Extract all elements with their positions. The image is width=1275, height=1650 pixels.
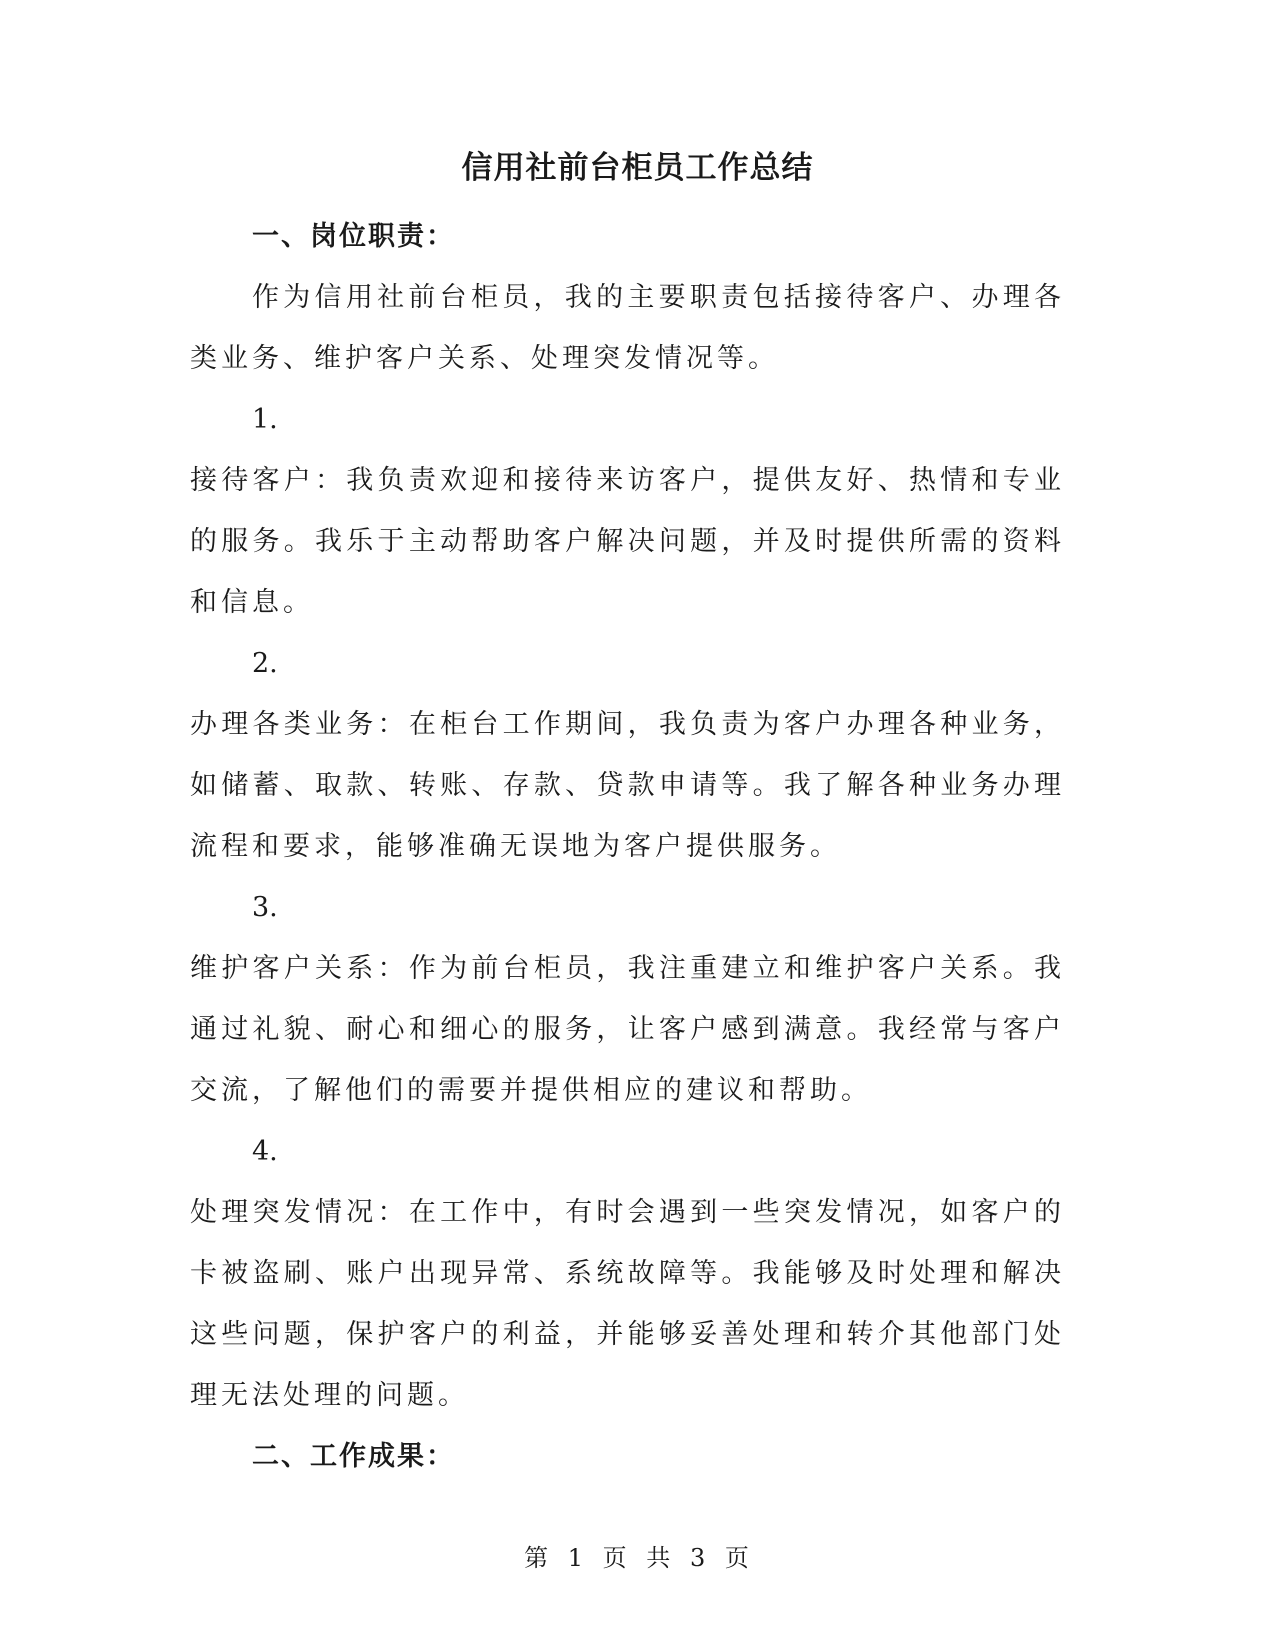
item-number: 4. xyxy=(252,1136,278,1167)
item-paragraph: 维护客户关系：作为前台柜员，我注重建立和维护客户关系。我通过礼貌、耐心和细心的服务，让客户感到满意。我经常与客户交流，了解他们的需要并提供相应的建议和帮助。 xyxy=(190,953,1065,1106)
item-paragraph: 办理各类业务：在柜台工作期间，我负责为客户办理各种业务，如储蓄、取款、转账、存款、贷款申请等。我了解各种业务办理流程和要求，能够准确无误地为客户提供服务。 xyxy=(190,709,1065,862)
section-heading: 二、工作成果： xyxy=(252,1441,455,1472)
item-number: 1. xyxy=(252,404,278,435)
page-footer: 第 1 页 共 3 页 xyxy=(524,1544,751,1572)
document-title: 信用社前台柜员工作总结 xyxy=(461,150,814,186)
section-heading: 一、岗位职责： xyxy=(252,221,455,252)
item-paragraph: 处理突发情况：在工作中，有时会遇到一些突发情况，如客户的卡被盗刷、账户出现异常、系统故障等。我能够及时处理和解决这些问题，保护客户的利益，并能够妥善处理和转介其他部门处理无法处理的问题。 xyxy=(190,1197,1065,1411)
section-intro-paragraph: 作为信用社前台柜员，我的主要职责包括接待客户、办理各类业务、维护客户关系、处理突发情况等。 xyxy=(190,282,1065,374)
document-body xyxy=(190,206,1065,1487)
item-number: 2. xyxy=(252,648,278,679)
item-paragraph: 接待客户：我负责欢迎和接待来访客户，提供友好、热情和专业的服务。我乐于主动帮助客户解决问题，并及时提供所需的资料和信息。 xyxy=(190,465,1065,618)
item-number: 3. xyxy=(252,892,278,923)
